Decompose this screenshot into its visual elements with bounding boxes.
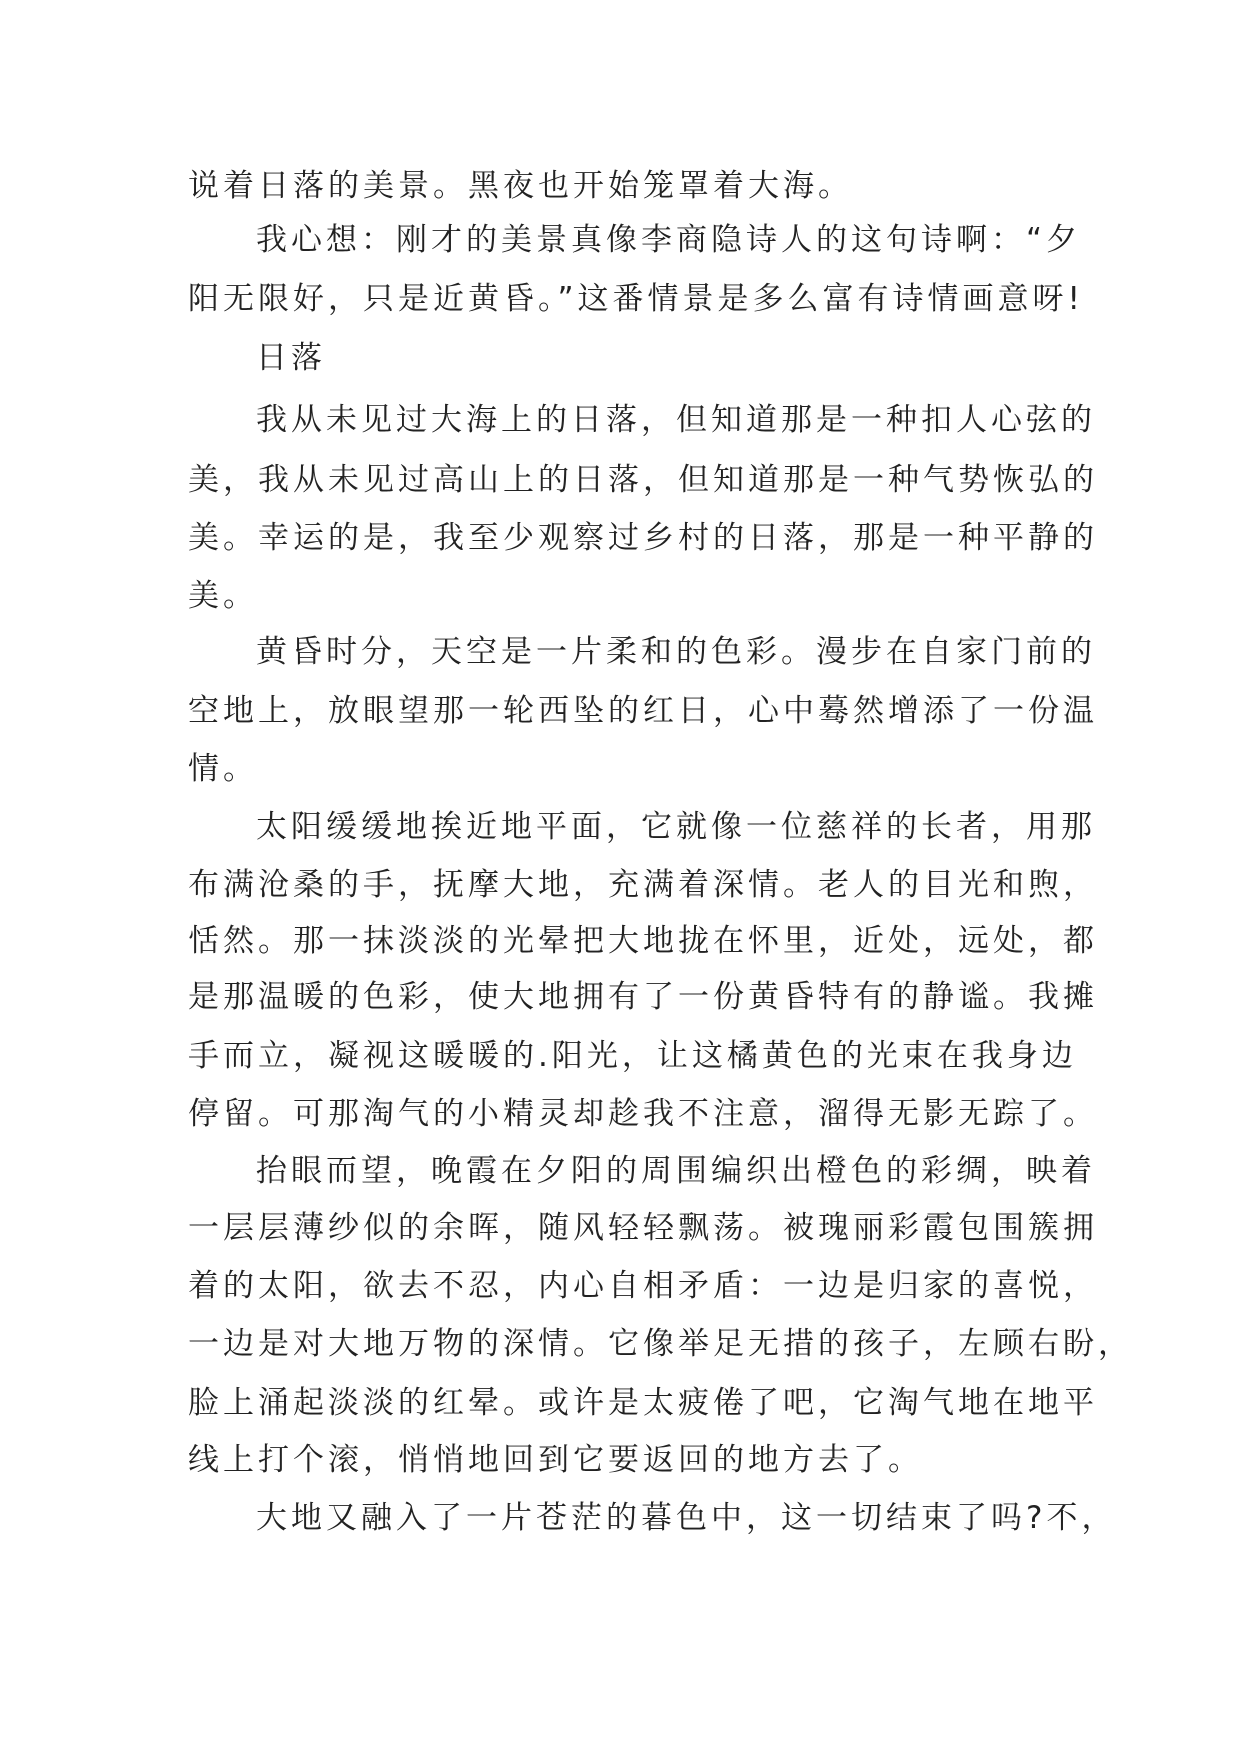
text-line: 一边是对大地万物的深情。它像举足无措的孩子，左顾右盼，	[188, 1326, 1133, 1362]
text-line: 说着日落的美景。黑夜也开始笼罩着大海。	[188, 168, 853, 204]
text-line: 美。幸运的是，我至少观察过乡村的日落，那是一种平静的	[188, 520, 1098, 556]
text-line: 大地又融入了一片苍茫的暮色中，这一切结束了吗?不，	[256, 1500, 1117, 1536]
text-line: 太阳缓缓地挨近地平面，它就像一位慈祥的长者，用那	[256, 809, 1096, 845]
text-line: 空地上，放眼望那一轮西坠的红日，心中蓦然增添了一份温	[188, 693, 1098, 729]
text-line: 我心想：刚才的美景真像李商隐诗人的这句诗啊：“夕	[256, 222, 1082, 258]
text-line: 停留。可那淘气的小精灵却趁我不注意，溜得无影无踪了。	[188, 1096, 1098, 1132]
text-line: 是那温暖的色彩，使大地拥有了一份黄昏特有的静谧。我摊	[188, 979, 1098, 1015]
text-line: 布满沧桑的手，抚摩大地，充满着深情。老人的目光和煦，	[188, 867, 1098, 903]
text-line: 恬然。那一抹淡淡的光晕把大地拢在怀里，近处，远处，都	[188, 923, 1098, 959]
text-line: 手而立，凝视这暖暖的.阳光，让这橘黄色的光束在我身边	[188, 1038, 1077, 1074]
text-line: 脸上涌起淡淡的红晕。或许是太疲倦了吧，它淘气地在地平	[188, 1385, 1098, 1421]
section-title: 日落	[256, 340, 326, 376]
text-line: 阳无限好，只是近黄昏。”这番情景是多么富有诗情画意呀!	[188, 281, 1084, 317]
text-line: 抬眼而望，晚霞在夕阳的周围编织出橙色的彩绸，映着	[256, 1153, 1096, 1189]
text-line: 美，我从未见过高山上的日落，但知道那是一种气势恢弘的	[188, 462, 1098, 498]
text-line: 着的太阳，欲去不忍，内心自相矛盾：一边是归家的喜悦，	[188, 1268, 1098, 1304]
text-line: 美。	[188, 578, 258, 614]
text-line: 我从未见过大海上的日落，但知道那是一种扣人心弦的	[256, 402, 1096, 438]
text-line: 情。	[188, 751, 258, 787]
text-line: 线上打个滚，悄悄地回到它要返回的地方去了。	[188, 1442, 923, 1478]
text-line: 黄昏时分，天空是一片柔和的色彩。漫步在自家门前的	[256, 634, 1096, 670]
text-line: 一层层薄纱似的余晖，随风轻轻飘荡。被瑰丽彩霞包围簇拥	[188, 1210, 1098, 1246]
